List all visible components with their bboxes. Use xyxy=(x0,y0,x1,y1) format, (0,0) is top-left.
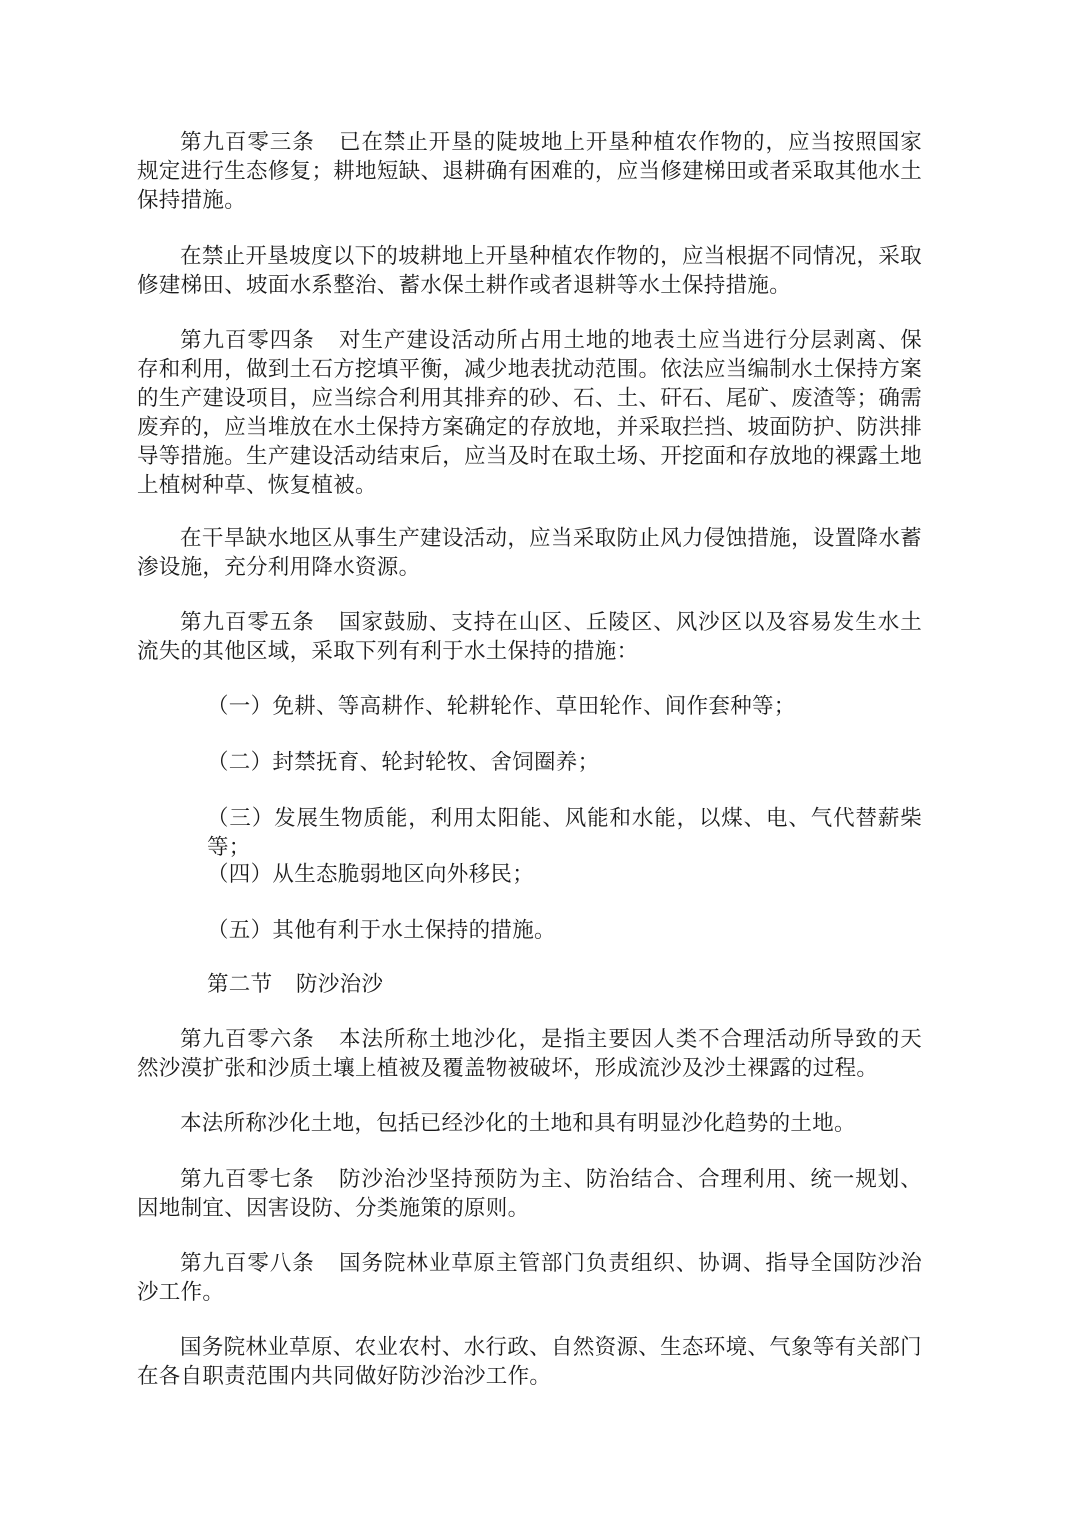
article-number: 第九百零五条 xyxy=(180,610,315,635)
article-text: 对生产建设活动所占用土地的地表土应当进行分层剥离、保存和利用，做到土石方挖填平衡，减少地表扰动范围。依法应当编制水土保持方案的生产建设项目，应当综合利用其排弃的砂、石、土、矸石、尾矿、废渣等；确需废弃的，应当堆放在水土保持方案确定的存放地，并采取拦挡、坡面防护、防洪排导等措施。生产建设活动结束后，应当及时在取土场、开挖面和存放地的裸露土地上植树种草、恢复植被。 xyxy=(137,328,922,498)
list-item-text: （一）免耕、等高耕作、轮耕轮作、草田轮作、间作套种等； xyxy=(207,694,796,719)
article-number: 第九百零六条 xyxy=(180,1027,315,1052)
list-item xyxy=(207,860,922,889)
article-905-paragraph xyxy=(137,608,922,666)
article-number: 第九百零四条 xyxy=(180,328,315,353)
paragraph-text: 在禁止开垦坡度以下的坡耕地上开垦种植农作物的，应当根据不同情况，采取修建梯田、坡面水系整治、蓄水保土耕作或者退耕等水土保持措施。 xyxy=(137,244,922,298)
paragraph xyxy=(137,524,922,582)
section-heading xyxy=(207,970,992,999)
article-text: 本法所称土地沙化，是指主要因人类不合理活动所导致的天然沙漠扩张和沙质土壤上植被及覆盖物被破坏，形成流沙及沙土裸露的过程。 xyxy=(137,1027,922,1081)
paragraph-text: 国务院林业草原、农业农村、水行政、自然资源、生态环境、气象等有关部门在各自职责范围内共同做好防沙治沙工作。 xyxy=(137,1335,922,1389)
article-text: 已在禁止开垦的陡坡地上开垦种植农作物的，应当按照国家规定进行生态修复；耕地短缺、退耕确有困难的，应当修建梯田或者采取其他水土保持措施。 xyxy=(137,130,922,213)
article-text: 防沙治沙坚持预防为主、防治结合、合理利用、统一规划、因地制宜、因害设防、分类施策的原则。 xyxy=(137,1167,922,1221)
list-item xyxy=(207,916,922,945)
list-item xyxy=(207,748,922,777)
article-number: 第九百零三条 xyxy=(180,130,315,155)
article-number: 第九百零八条 xyxy=(180,1251,315,1276)
section-title: 防沙治沙 xyxy=(296,972,384,997)
article-908-paragraph xyxy=(137,1249,922,1307)
list-item xyxy=(207,804,922,862)
paragraph xyxy=(137,1109,922,1138)
article-906-paragraph xyxy=(137,1025,922,1083)
article-904-paragraph xyxy=(137,326,922,500)
article-text: 国家鼓励、支持在山区、丘陵区、风沙区以及容易发生水土流失的其他区域，采取下列有利于水土保持的措施： xyxy=(137,610,922,664)
article-text: 国务院林业草原主管部门负责组织、协调、指导全国防沙治沙工作。 xyxy=(137,1251,922,1305)
paragraph xyxy=(137,242,922,300)
list-item-text: （三）发展生物质能，利用太阳能、风能和水能，以煤、电、气代替薪柴等； xyxy=(207,806,922,860)
article-907-paragraph xyxy=(137,1165,922,1223)
list-item-text: （二）封禁抚育、轮封轮牧、舍饲圈养； xyxy=(207,750,600,775)
paragraph-text: 在干旱缺水地区从事生产建设活动，应当采取防止风力侵蚀措施，设置降水蓄渗设施，充分利用降水资源。 xyxy=(137,526,922,580)
section-number: 第二节 xyxy=(207,972,273,997)
paragraph-text: 本法所称沙化土地，包括已经沙化的土地和具有明显沙化趋势的土地。 xyxy=(180,1111,856,1136)
list-item xyxy=(207,692,922,721)
list-item-text: （四）从生态脆弱地区向外移民； xyxy=(207,862,535,887)
paragraph xyxy=(137,1333,922,1391)
article-903-paragraph xyxy=(137,128,922,215)
list-item-text: （五）其他有利于水土保持的措施。 xyxy=(207,918,556,943)
article-number: 第九百零七条 xyxy=(180,1167,315,1192)
